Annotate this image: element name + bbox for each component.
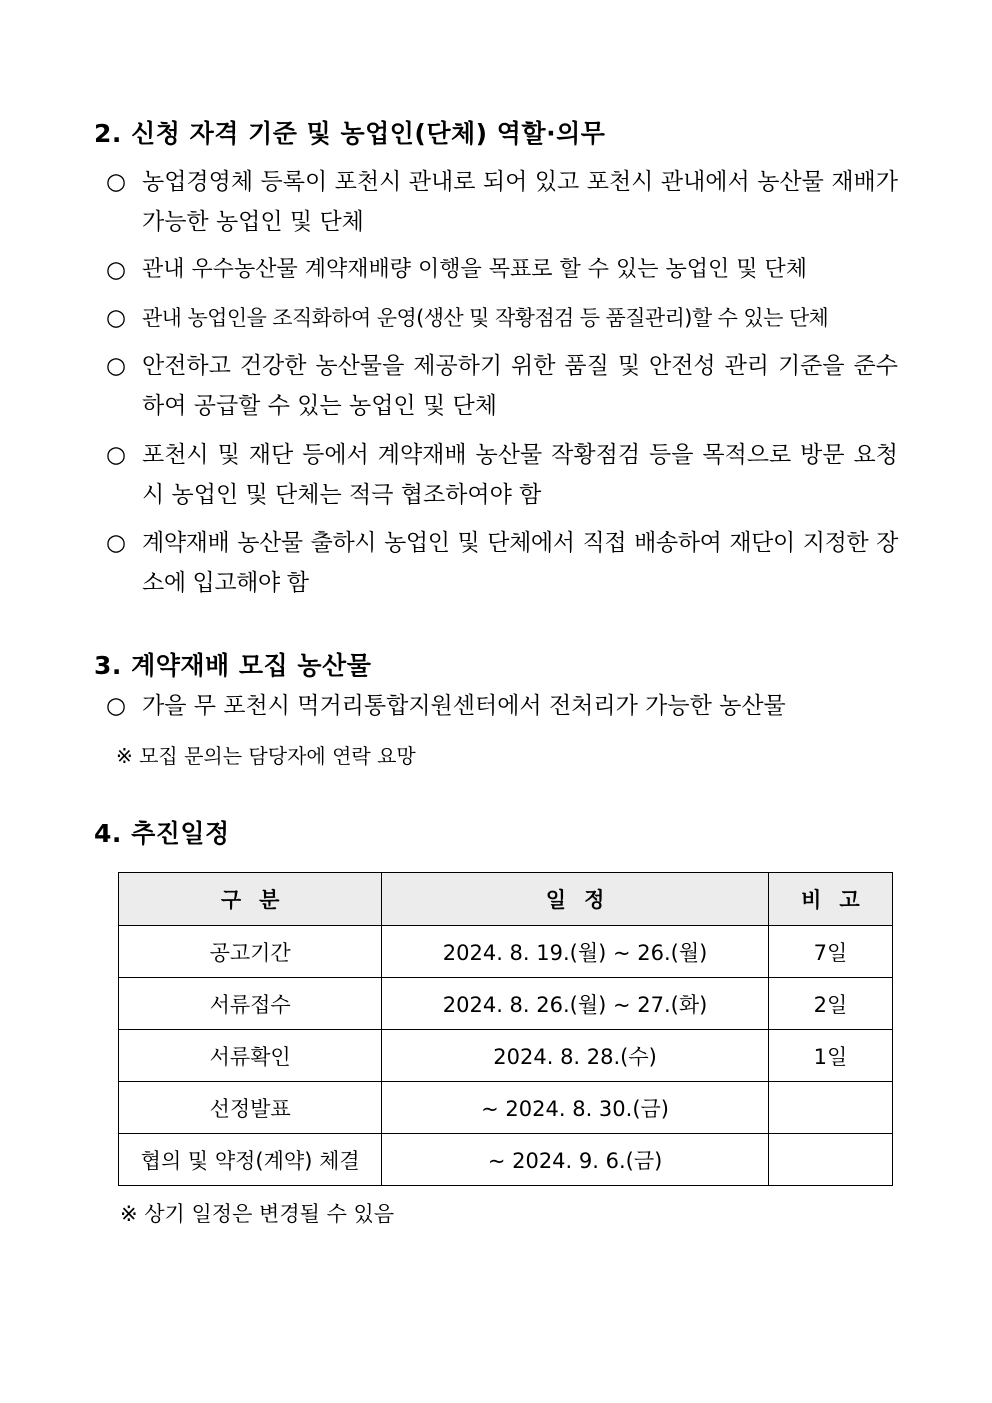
cell-category: 협의 및 약정(계약) 체결: [119, 1134, 382, 1186]
list-item-text: 관내 농업인을 조직화하여 운영(생산 및 작황점검 등 품질관리)할 수 있는 단체: [142, 306, 829, 330]
header-schedule: 일정: [382, 873, 768, 926]
cell-category: 서류확인: [119, 1030, 382, 1082]
cell-schedule: 2024. 8. 28.(수): [382, 1030, 768, 1082]
cell-schedule: ~ 2024. 8. 30.(금): [382, 1082, 768, 1134]
list-item-text: 농업경영체 등록이 포천시 관내로 되어 있고 포천시 관내에서 농산물 재배가 가능한 농업인 및 단체: [142, 169, 898, 235]
cell-remarks: 1일: [768, 1030, 892, 1082]
cell-category: 선정발표: [119, 1082, 382, 1134]
table-row: [119, 1134, 893, 1186]
list-item-text: 안전하고 건강한 농산물을 제공하기 위한 품질 및 안전성 관리 기준을 준수하여 공급할 수 있는 농업인 및 단체: [142, 353, 898, 419]
bullet-circle: ○: [106, 442, 127, 468]
cell-schedule: 2024. 8. 26.(월) ~ 27.(화): [382, 978, 768, 1030]
list-item: [106, 346, 898, 426]
cell-remarks: 7일: [768, 926, 892, 978]
bullet-circle: ○: [106, 169, 127, 195]
bullet-circle: ○: [106, 530, 127, 556]
list-item-text: 계약재배 농산물 출하시 농업인 및 단체에서 직접 배송하여 재단이 지정한 장소에 입고해야 함: [142, 530, 898, 596]
section-4-heading: 4. 추진일정: [94, 819, 230, 848]
list-item: [106, 298, 898, 338]
section-3-heading: 3. 계약재배 모집 농산물: [94, 651, 372, 680]
list-item: [106, 686, 898, 726]
list-item-text: 가을 무 포천시 먹거리통합지원센터에서 전처리가 가능한 농산물: [142, 693, 786, 719]
bullet-circle: ○: [106, 693, 127, 719]
cell-remarks: [768, 1134, 892, 1186]
list-item-text: 포천시 및 재단 등에서 계약재배 농산물 작황점검 등을 목적으로 방문 요청 시 농업인 및 단체는 적극 협조하여야 함: [142, 442, 898, 508]
header-category: 구분: [119, 873, 382, 926]
table-row: [119, 1082, 893, 1134]
list-item: [106, 162, 898, 242]
header-remarks: 비고: [768, 873, 892, 926]
cell-schedule: 2024. 8. 19.(월) ~ 26.(월): [382, 926, 768, 978]
list-item-text: 관내 우수농산물 계약재배량 이행을 목표로 할 수 있는 농업인 및 단체: [142, 257, 807, 282]
schedule-note: ※ 상기 일정은 변경될 수 있음: [120, 1202, 395, 1226]
recruit-note: ※ 모집 문의는 담당자에 연락 요망: [116, 744, 416, 768]
cell-remarks: 2일: [768, 978, 892, 1030]
section-2-heading: 2. 신청 자격 기준 및 농업인(단체) 역할·의무: [94, 119, 606, 148]
cell-category: 공고기간: [119, 926, 382, 978]
schedule-table: [118, 872, 893, 1186]
cell-remarks: [768, 1082, 892, 1134]
list-item: [106, 523, 898, 603]
bullet-circle: ○: [106, 257, 127, 283]
table-row: [119, 1030, 893, 1082]
table-row: [119, 926, 893, 978]
cell-schedule: ~ 2024. 9. 6.(금): [382, 1134, 768, 1186]
bullet-circle: ○: [106, 305, 127, 331]
table-header-row: [119, 873, 893, 926]
table-row: [119, 978, 893, 1030]
list-item: [106, 435, 898, 515]
bullet-circle: ○: [106, 353, 127, 379]
cell-category: 서류접수: [119, 978, 382, 1030]
list-item: [106, 250, 898, 290]
